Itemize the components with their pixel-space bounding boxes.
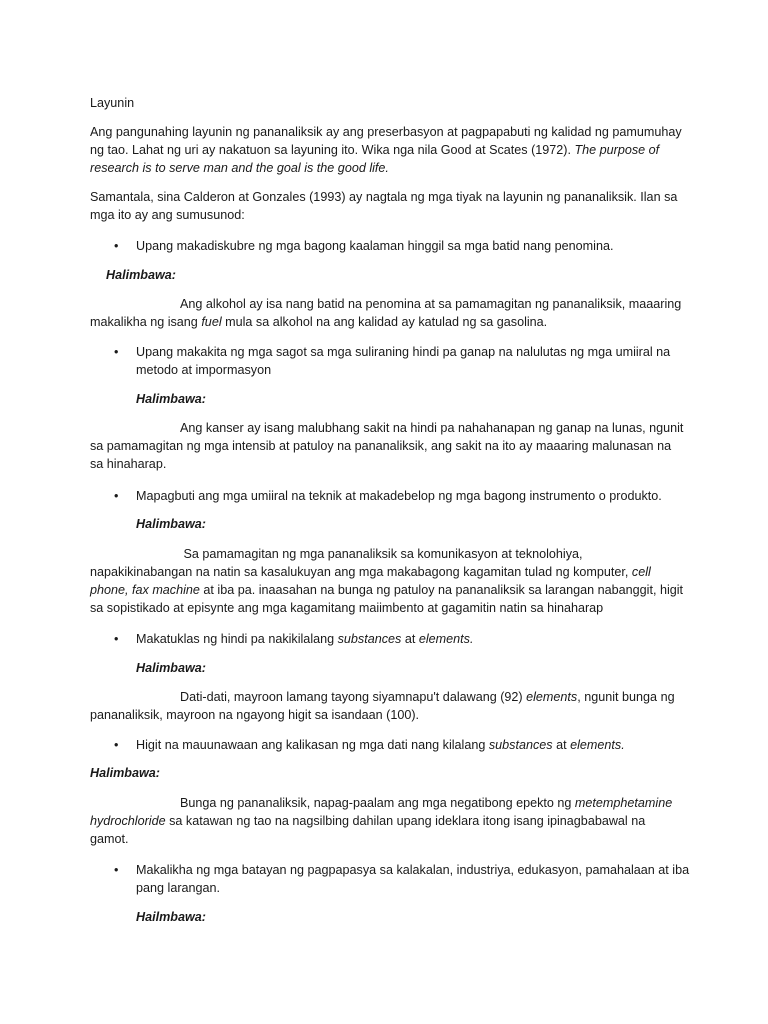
example-label: Halimbawa: [136, 392, 206, 406]
example-paragraph: Ang alkohol ay isa nang batid na penomina at sa pamamagitan ng pananaliksik, maaaring makalikha ng isang fuel mula sa alkohol na ang kalidad ay katulad ng sa gasolina. [90, 297, 682, 329]
example-label: Hailmbawa: [136, 910, 206, 924]
list-item-text: Makalikha ng mga batayan ng pagpapasya sa kalakalan, industriya, edukasyon, pamahalaan at iba pang larangan. [136, 863, 690, 895]
list-item-text: Upang makadiskubre ng mga bagong kaalaman hinggil sa mga batid nang penomina. [136, 239, 614, 253]
example-paragraph: Bunga ng pananaliksik, napag-paalam ang mga negatibong epekto ng metemphetamine hydrochloride sa katawan ng tao na nagsilbing dahilan upang ideklara itong isang ipinagbabawal na gamot. [90, 796, 673, 846]
list-item [114, 736, 696, 754]
bullet-icon: • [114, 738, 119, 752]
example-paragraph: Ang kanser ay isang malubhang sakit na hindi pa nahahanapan ng ganap na lunas, ngunit sa pamamagitan ng mga intensib at patuloy na pananaliksik, ang sakit na ito ay maaaring malunasan na sa hinaharap. [90, 421, 684, 471]
list-item [114, 630, 696, 648]
bullet-icon: • [114, 863, 119, 877]
bullet-icon: • [114, 632, 119, 646]
bullet-icon: • [114, 489, 119, 503]
list-item-text: Higit na mauunawaan ang kalikasan ng mga dati nang kilalang substances at elements. [136, 738, 625, 752]
list-item [114, 343, 696, 379]
list-item-text: Mapagbuti ang mga umiiral na teknik at makadebelop ng mga bagong instrumento o produkto. [136, 489, 662, 503]
list-item [114, 861, 696, 897]
intro-quote: The purpose of research is to serve man and the goal is the good life. [90, 143, 660, 175]
intro-paragraph: Ang pangunahing layunin ng pananaliksik ay ang preserbasyon at pagpapabuti ng kalidad ng pamumuhay ng tao. Lahat ng uri ay nakatuon sa layuning ito. Wika nga nila Good at Scates (1972). The purpose of research is to serve man and the goal is the good life. [90, 125, 682, 175]
example-label: Halimbawa: [136, 661, 206, 675]
bullet-icon: • [114, 239, 119, 253]
example-label: Halimbawa: [136, 517, 206, 531]
bullet-icon: • [114, 345, 119, 359]
example-label: Halimbawa: [106, 268, 176, 282]
list-item [114, 487, 696, 505]
list-item-text: Makatuklas ng hindi pa nakikilalang substances at elements. [136, 632, 474, 646]
example-label: Halimbawa: [90, 766, 160, 780]
example-paragraph: Sa pamamagitan ng mga pananaliksik sa komunikasyon at teknolohiya, napakikinabangan na natin sa kasalukuyan ang mga makabagong kagamitan tulad ng komputer, cell phone, fax machine at iba pa. inaasahan na bunga ng patuloy na pananaliksik sa larangan nabanggit, higit sa sopistikado at episynte ang mga kagamitang maiimbento at gagamitin natin sa hinaharap [90, 547, 684, 615]
section-heading: Layunin [90, 96, 135, 110]
objectives-intro: Samantala, sina Calderon at Gonzales (1993) ay nagtala ng mga tiyak na layunin ng pananaliksik. Ilan sa mga ito ay ang sumusunod: [90, 190, 678, 222]
list-item [114, 237, 696, 255]
list-item-text: Upang makakita ng mga sagot sa mga suliraning hindi pa ganap na nalulutas ng mga umiiral na metodo at impormasyon [136, 345, 671, 377]
example-paragraph: Dati-dati, mayroon lamang tayong siyamnapu't dalawang (92) elements, ngunit bunga ng pananaliksik, mayroon na ngayong higit sa isandaan (100). [90, 690, 675, 722]
